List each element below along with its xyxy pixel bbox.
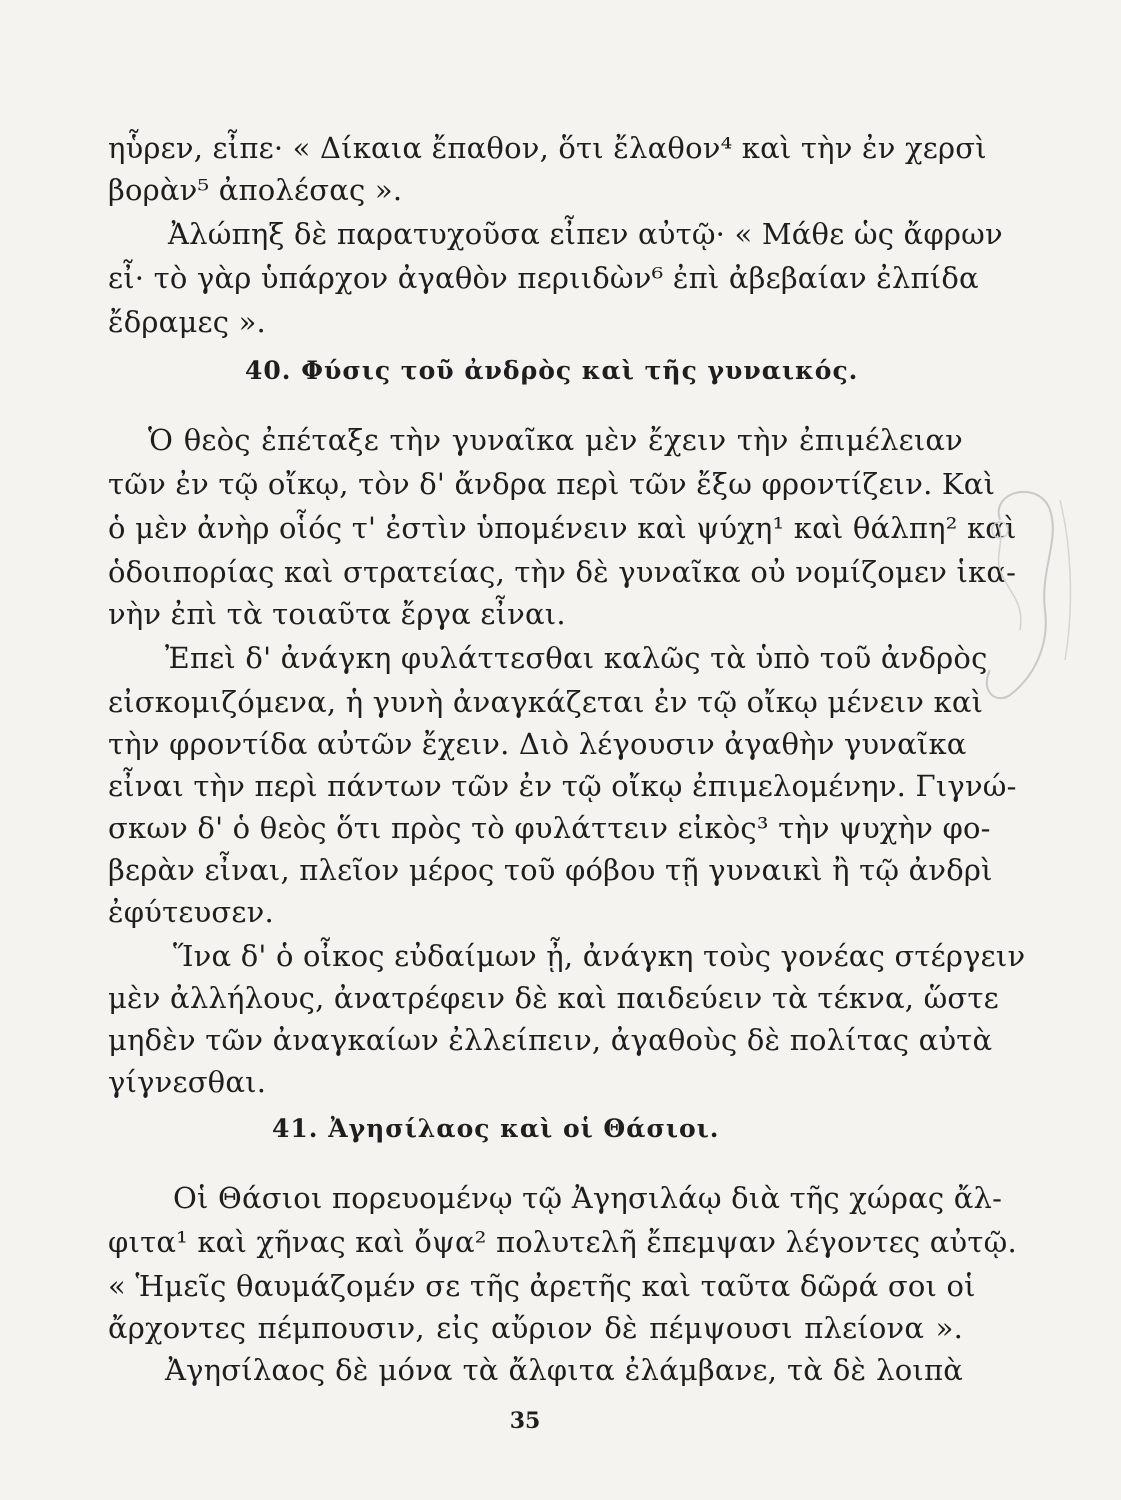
text-line: φιτα¹ καὶ χῆνας καὶ ὄψα² πολυτελῆ ἔπεμψαν λέγοντες αὐτῷ. [108,1225,1017,1259]
text-line: βορὰν⁵ ἀπολέσας ». [108,173,403,207]
text-line: ἐφύτευσεν. [108,895,274,929]
text-line: « Ἡμεῖς θαυμάζομέν σε τῆς ἀρετῆς καὶ ταῦτα δῶρά σοι οἱ [108,1269,976,1303]
text-line: ὁδοιπορίας καὶ στρατείας, τὴν δὲ γυναῖκα οὐ νομίζομεν ἱκα- [108,555,1017,589]
text-line: Ἐπεὶ δ' ἀνάγκη φυλάττεσθαι καλῶς τὰ ὑπὸ τοῦ ἀνδρὸς [165,641,988,675]
text-line: γίγνεσθαι. [108,1065,267,1099]
text-line: βερὰν εἶναι, πλεῖον μέρος τοῦ φόβου τῇ γυναικὶ ἢ τῷ ἀνδρὶ [108,853,993,887]
text-line: νὴν ἐπὶ τὰ τοιαῦτα ἔργα εἶναι. [108,597,566,631]
text-line: Οἱ Θάσιοι πορευομένῳ τῷ Ἀγησιλάῳ διὰ τῆς χώρας ἄλ- [173,1181,1003,1215]
text-line: Ἀλώπηξ δὲ παρατυχοῦσα εἶπεν αὐτῷ· « Μάθε ὡς ἄφρων [168,217,1003,251]
text-line: Ἵνα δ' ὁ οἶκος εὐδαίμων ᾖ, ἀνάγκη τοὺς γονέας στέργειν [173,939,1026,973]
text-line: ηὗρεν, εἶπε· « Δίκαια ἔπαθον, ὅτι ἔλαθον⁴ καὶ τὴν ἐν χερσὶ [108,131,987,165]
text-line: τὴν φροντίδα αὐτῶν ἔχειν. Διὸ λέγουσιν ἀγαθὴν γυναῖκα [108,727,967,761]
text-line: εἶναι τὴν περὶ πάντων τῶν ἐν τῷ οἴκῳ ἐπιμελομένην. Γιγνώ- [108,769,1017,803]
text-line: ὁ μὲν ἀνὴρ οἷός τ' ἐστὶν ὑπομένειν καὶ ψύχη¹ καὶ θάλπη² καὶ [108,511,1017,545]
section-heading-41: 41. Ἀγησίλαος καὶ οἱ Θάσιοι. [272,1114,720,1143]
text-line: Ἀγησίλαος δὲ μόνα τὰ ἄλφιτα ἐλάμβανε, τὰ δὲ λοιπὰ [165,1353,963,1387]
page-number: 35 [509,1408,541,1434]
text-line: μηδὲν τῶν ἀναγκαίων ἐλλείπειν, ἀγαθοὺς δὲ πολίτας αὐτὰ [108,1023,993,1057]
text-line: ἔδραμες ». [108,305,266,339]
text-line: ἄρχοντες πέμπουσιν, εἰς αὔριον δὲ πέμψουσι πλείονα ». [108,1311,963,1345]
section-heading-40: 40. Φύσις τοῦ ἀνδρὸς καὶ τῆς γυναικός. [245,356,859,385]
text-line: εἶ· τὸ γὰρ ὑπάρχον ἀγαθὸν περιιδὼν⁶ ἐπὶ ἀβεβαίαν ἐλπίδα [108,261,979,295]
text-line: σκων δ' ὁ θεὸς ὅτι πρὸς τὸ φυλάττειν εἰκὸς³ τὴν ψυχὴν φο- [108,811,991,845]
text-line: μὲν ἀλλήλους, ἀνατρέφειν δὲ καὶ παιδεύειν τὰ τέκνα, ὥστε [108,981,999,1015]
pencil-sketch-icon [970,480,1090,720]
text-line: Ὁ θεὸς ἐπέταξε τὴν γυναῖκα μὲν ἔχειν τὴν ἐπιμέλειαν [148,423,963,457]
text-line: εἰσκομιζόμενα, ἡ γυνὴ ἀναγκάζεται ἐν τῷ οἴκῳ μένειν καὶ [108,685,984,719]
text-line: τῶν ἐν τῷ οἴκῳ, τὸν δ' ἄνδρα περὶ τῶν ἔξω φροντίζειν. Καὶ [108,467,996,501]
